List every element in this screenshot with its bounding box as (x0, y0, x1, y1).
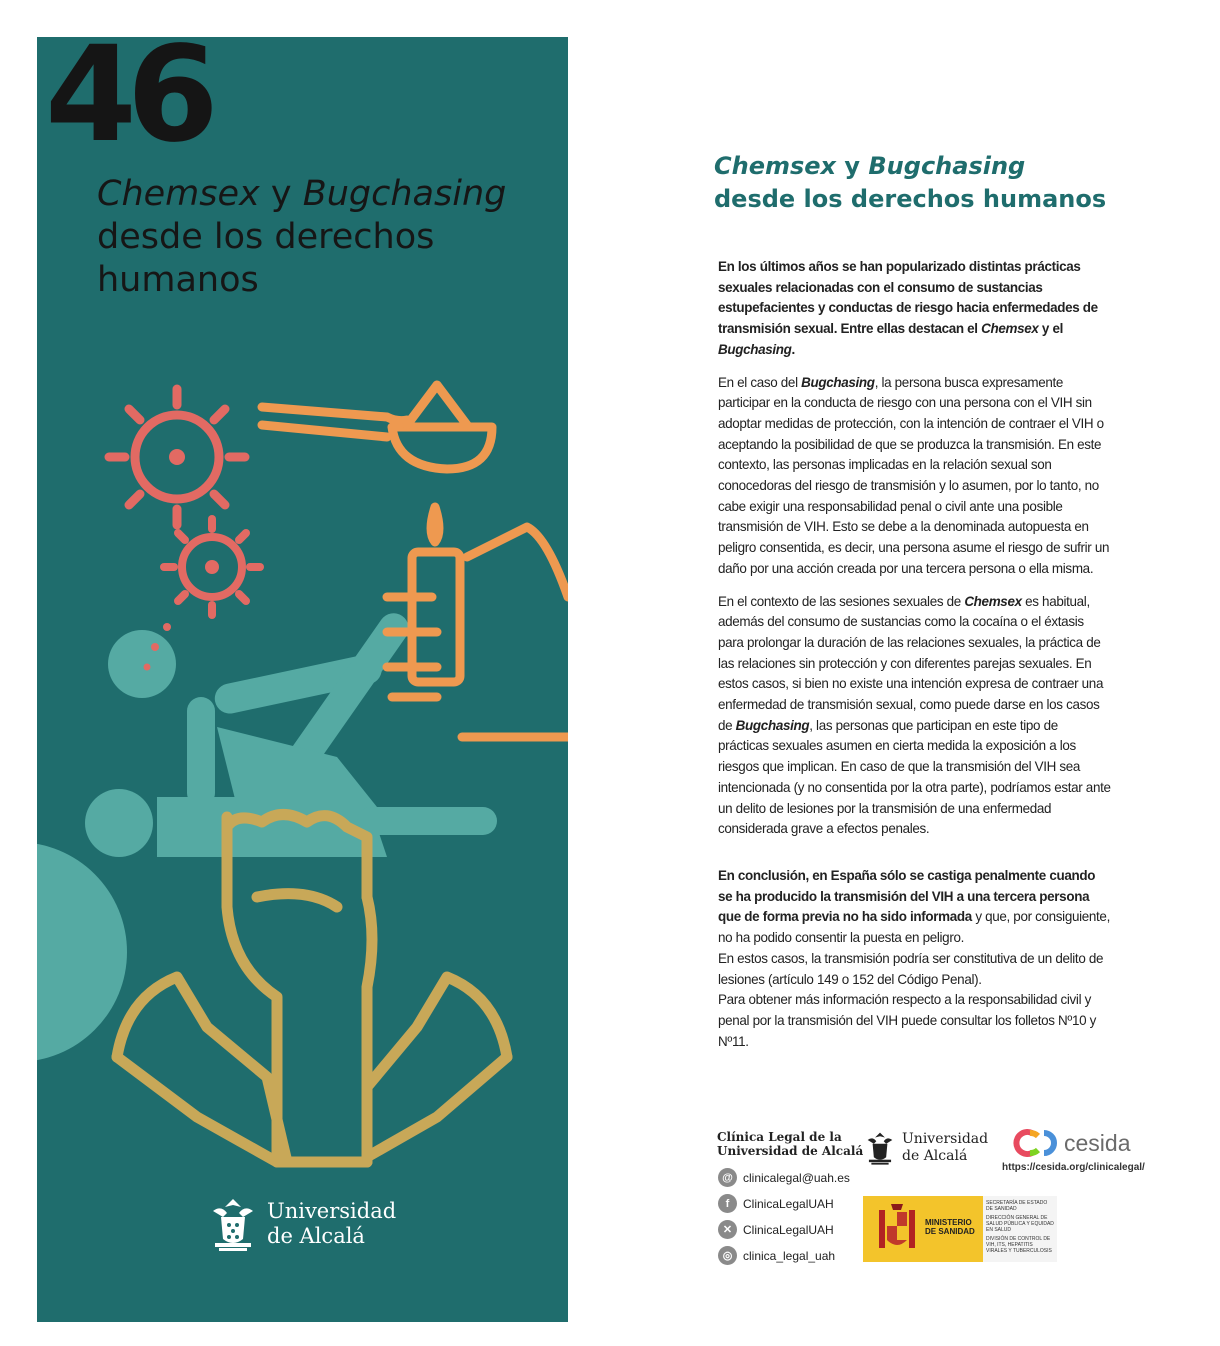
facebook-icon: f (718, 1194, 737, 1213)
conclusion-text-b: En estos casos, la transmisión podría ser constitutiva de un delito de lesiones (artículo 149 o 152 del Código Penal). (718, 949, 1104, 987)
footer-university-line1: Universidad (902, 1131, 989, 1147)
intro-bugchasing: Bugchasing (718, 340, 792, 357)
ministry-subunits (983, 1196, 1057, 1262)
conclusion-paragraph (718, 865, 1112, 948)
ministry-name-1: MINISTERIO (925, 1218, 972, 1227)
conclusion-lesiones (718, 948, 1112, 989)
instagram-text: clinica_legal_uah (743, 1248, 836, 1263)
body-text (718, 256, 1112, 1063)
university-crest-icon (864, 1130, 896, 1166)
cover-university-name (267, 1199, 396, 1249)
instagram-icon: ◎ (718, 1246, 737, 1265)
cover-panel (37, 37, 568, 1322)
cover-university-logo (207, 1195, 396, 1253)
conclusion-text-c: Para obtener más información respecto a la responsabilidad civil y penal por la transmisión del VIH puede consultar los folletos Nº10 y Nº11. (718, 991, 1097, 1049)
chem-term: Chemsex (964, 592, 1022, 609)
x-text: ClinicaLegalUAH (743, 1222, 834, 1237)
clinic-line2: Universidad de Alcalá (717, 1144, 864, 1158)
at-icon: @ (718, 1168, 737, 1187)
facebook-contact[interactable] (718, 1194, 834, 1213)
email-text: clinicalegal@uah.es (743, 1170, 850, 1185)
virus-icon (109, 389, 245, 525)
chem-bug-term: Bugchasing (735, 716, 810, 733)
cesida-url[interactable]: https://cesida.org/clinicalegal/ (1002, 1162, 1145, 1173)
page-heading (714, 150, 1154, 216)
heading-conj: y (836, 152, 869, 180)
ministry-sub-2: DIRECCIÓN GENERAL DE SALUD PÚBLICA Y EQUIDAD EN SALUD (986, 1215, 1054, 1233)
footer-university-logo (864, 1130, 988, 1166)
cover-university-line2: de Alcalá (267, 1224, 365, 1248)
intro-text-c: . (791, 340, 795, 357)
heading-chemsex: Chemsex (714, 152, 837, 180)
cover-title-bugchasing: Bugchasing (302, 174, 507, 214)
cover-number: 46 (45, 37, 209, 172)
x-icon: ✕ (718, 1220, 737, 1239)
ministry-name-2: DE SANIDAD (925, 1227, 975, 1236)
cover-title (97, 173, 537, 302)
footer-university-line2: de Alcalá (902, 1148, 968, 1164)
cesida-logo (1010, 1128, 1130, 1158)
fist-icon (227, 815, 372, 1163)
lighter-hand-icon (387, 507, 568, 737)
ministry-logo (863, 1196, 1057, 1262)
intro-chemsex: Chemsex (981, 320, 1039, 337)
ministry-sub-3: DIVISIÓN DE CONTROL DE VIH, ITS, HEPATITIS VIRALES Y TUBERCULOSIS (986, 1236, 1052, 1254)
footer-university-name (902, 1131, 988, 1165)
cover-title-chemsex: Chemsex (97, 174, 260, 214)
heading-bugchasing: Bugchasing (868, 152, 1026, 180)
heading-line2: desde los derechos humanos (714, 185, 1107, 213)
conclusion-bold: En conclusión, en España sólo se castiga penalmente cuando se ha producido la transmisión del VIH a una tercera persona que de forma previa no ha sido informada (718, 866, 1096, 925)
footer (714, 1126, 1154, 1276)
bugchasing-paragraph (718, 372, 1112, 579)
chem-text-b: es habitual, además del consumo de sustancias como la cocaína o el éxtasis para prolongar la duración de las relaciones sexuales, la práctica de las relaciones sin protección y con diferentes parejas sexuales. En estos casos, si bien no existe una intención expresa de contraer una enfermedad de transmisión sexual, como puede darse en los casos de (718, 592, 1104, 733)
bug-term: Bugchasing (801, 373, 875, 390)
side-hands-icon (117, 977, 507, 1162)
cover-title-conj: y (259, 174, 303, 214)
facebook-text: ClinicaLegalUAH (743, 1196, 834, 1211)
cover-university-line1: Universidad (267, 1199, 397, 1223)
spoon-icon (262, 385, 492, 469)
virus-icon-small (164, 519, 260, 615)
spain-coat-of-arms-icon (875, 1202, 919, 1256)
bug-text-b: , la persona busca expresamente participar en la conducta de riesgo con una persona con el VIH sin adoptar medidas de protección, con la intención de contraer el VIH o aceptando la posibilidad de que se produzca la transmisión. En este contexto, las personas implicadas en la relación sexual son conocedoras del riesgo de transmisión y lo asumen, por lo tanto, no cabe exigir una responsabilidad penal o civil ante una posible transmisión de VIH. Esto se debe a la denominada autopuesta en peligro consentida, es decir, una persona asume el riesgo de sufrir un daño por una acción creada por una tercera persona o ella misma. (718, 373, 1110, 576)
intro-text-b: y el (1038, 320, 1063, 337)
ministry-sub-1: SECRETARÍA DE ESTADO DE SANIDAD (986, 1200, 1048, 1212)
clinic-name (717, 1130, 863, 1158)
university-crest-icon (207, 1195, 259, 1253)
decorative-circle (37, 842, 127, 1062)
cesida-wordmark: cesida (1064, 1129, 1131, 1156)
chem-text-a: En el contexto de las sesiones sexuales de (718, 592, 965, 609)
intro-paragraph (718, 256, 1112, 360)
x-contact[interactable] (718, 1220, 834, 1239)
cover-title-rest: desde los derechos humanos (97, 217, 435, 300)
chem-text-c: , las personas que participan en este tipo de prácticas sexuales asumen en cierta medida la exposición a los riesgos que implican. En caso de que la transmisión del VIH sea intencionada (y no consentida por la otra parte), podríamos estar ante un delito de lesiones por la transmisión de una enfermedad considerada grave a efectos penales. (718, 716, 1111, 837)
conclusion-more-info (718, 989, 1112, 1051)
intro-text-a: En los últimos años se han popularizado distintas prácticas sexuales relacionadas con el consumo de sustancias estupefacientes y conductas de riesgo hacia enfermedades de transmisión sexual. Entre ellas destacan el (718, 258, 1098, 337)
bug-text-a: En el caso del (718, 373, 802, 390)
ministry-name (925, 1218, 975, 1236)
ministry-yellow-block (863, 1196, 983, 1262)
email-contact[interactable] (718, 1168, 850, 1187)
clinic-line1: Clínica Legal de la (717, 1130, 842, 1144)
chemsex-paragraph (718, 591, 1112, 839)
instagram-contact[interactable] (718, 1246, 835, 1265)
cesida-c-icon (1010, 1128, 1060, 1158)
conclusion-text-a: y que, por consiguiente, no ha podido consentir la puesta en peligro. (718, 908, 1110, 946)
